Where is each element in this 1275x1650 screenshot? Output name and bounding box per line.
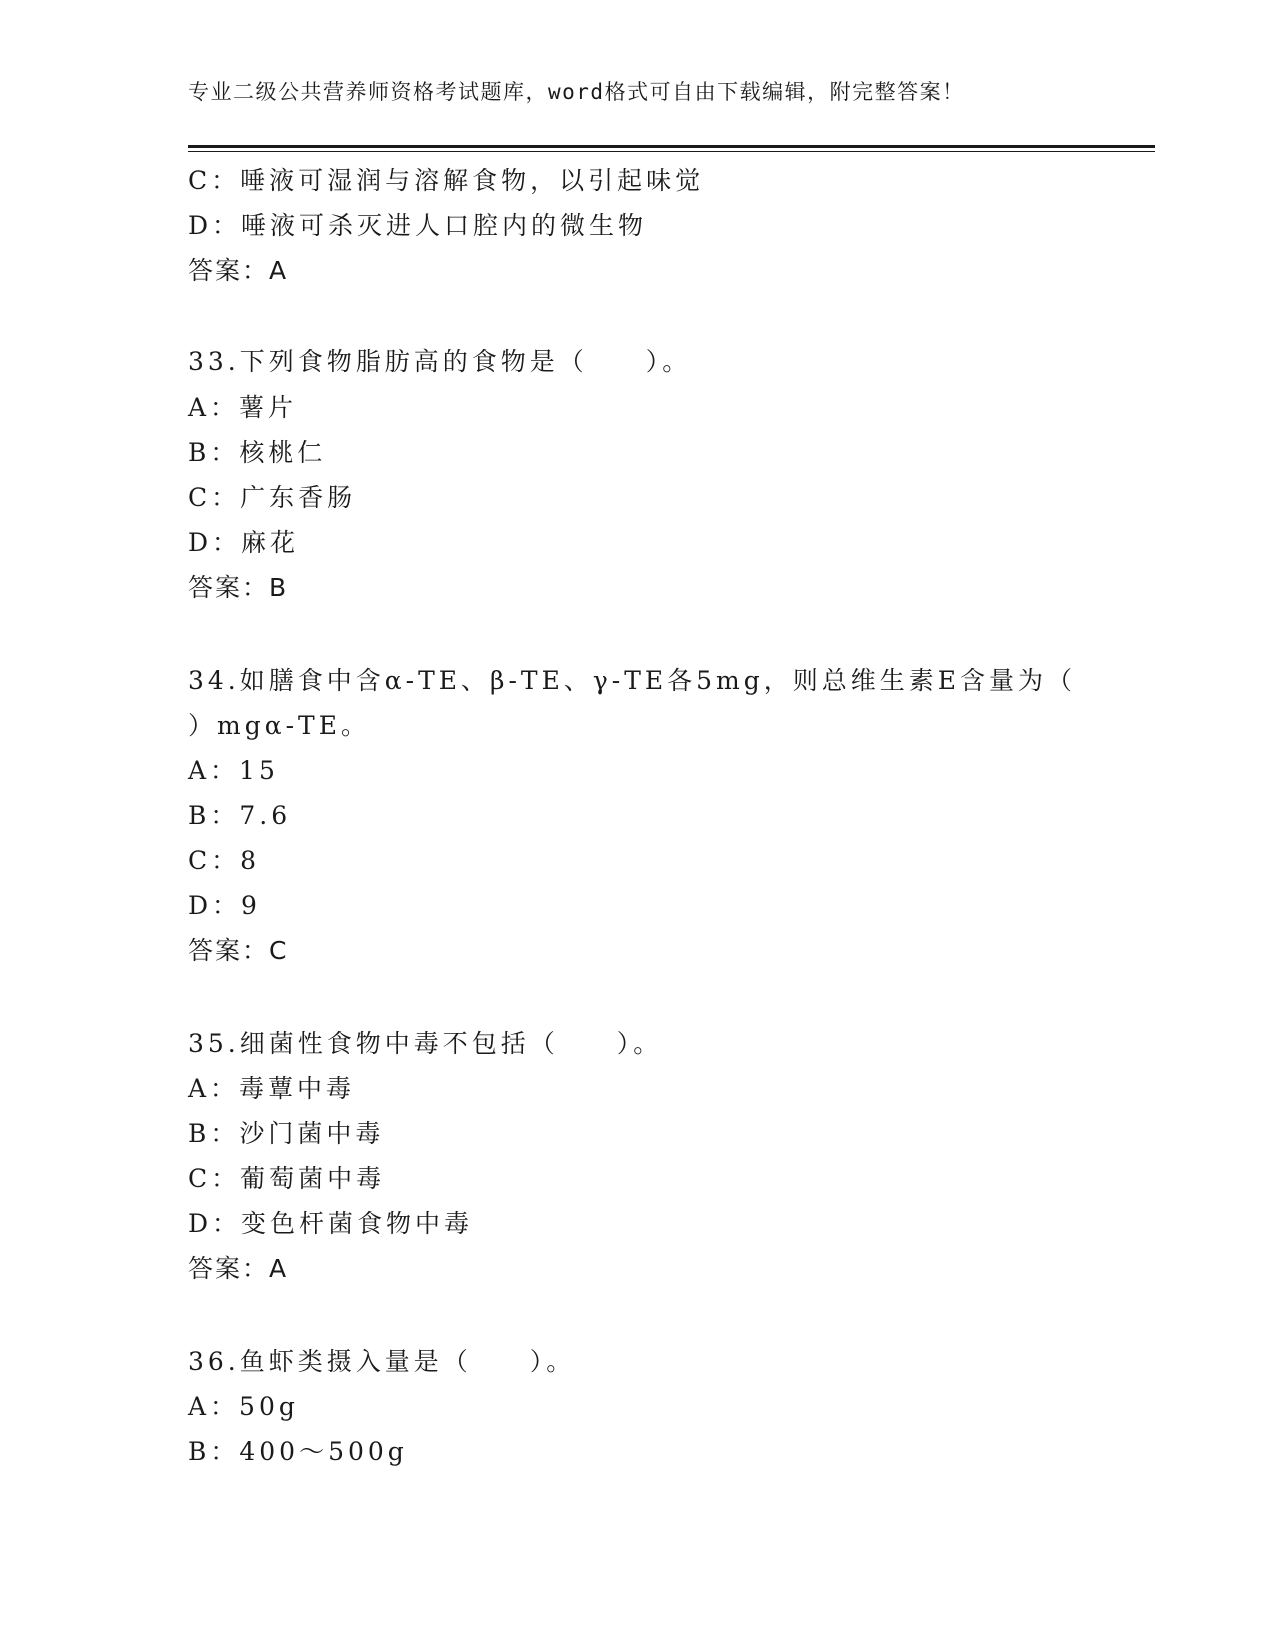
option-line: B：沙门菌中毒 <box>188 1119 385 1148</box>
option-line: B：400～500g <box>188 1437 408 1466</box>
option-line: C：葡萄菌中毒 <box>188 1164 386 1193</box>
option-line: A：薯片 <box>188 393 298 422</box>
option-line: D：唾液可杀灭进人口腔内的微生物 <box>188 211 648 240</box>
answer-line: 答案：A <box>188 256 289 285</box>
option-line: A：50g <box>188 1392 299 1421</box>
question-line: 34.如膳食中含α-TE、β-TE、γ-TE各5mg，则总维生素E含量为（ <box>188 666 1077 695</box>
question-line: ）mgα-TE。 <box>188 711 370 740</box>
option-line: C：唾液可湿润与溶解食物，以引起味觉 <box>188 166 705 195</box>
option-line: C：广东香肠 <box>188 483 357 512</box>
answer-line: 答案：B <box>188 573 289 602</box>
option-line: D：麻花 <box>188 528 300 557</box>
question-line: 36.鱼虾类摄入量是（ ）。 <box>188 1347 576 1376</box>
question-line: 33.下列食物脂肪高的食物是（ ）。 <box>188 347 692 376</box>
option-line: D：9 <box>188 891 261 920</box>
page-header: 专业二级公共营养师资格考试题库，word格式可自由下载编辑，附完整答案！ <box>188 80 965 104</box>
answer-line: 答案：C <box>188 936 289 965</box>
question-line: 35.细菌性食物中毒不包括（ ）。 <box>188 1029 663 1058</box>
option-line: A：15 <box>188 756 279 785</box>
header-rule-thin <box>188 151 1155 152</box>
answer-line: 答案：A <box>188 1254 289 1283</box>
option-line: B：7.6 <box>188 801 292 830</box>
option-line: A：毒蕈中毒 <box>188 1074 356 1103</box>
option-line: B：核桃仁 <box>188 438 327 467</box>
header-rule-thick <box>188 145 1155 148</box>
option-line: C：8 <box>188 846 261 875</box>
option-line: D：变色杆菌食物中毒 <box>188 1209 474 1238</box>
